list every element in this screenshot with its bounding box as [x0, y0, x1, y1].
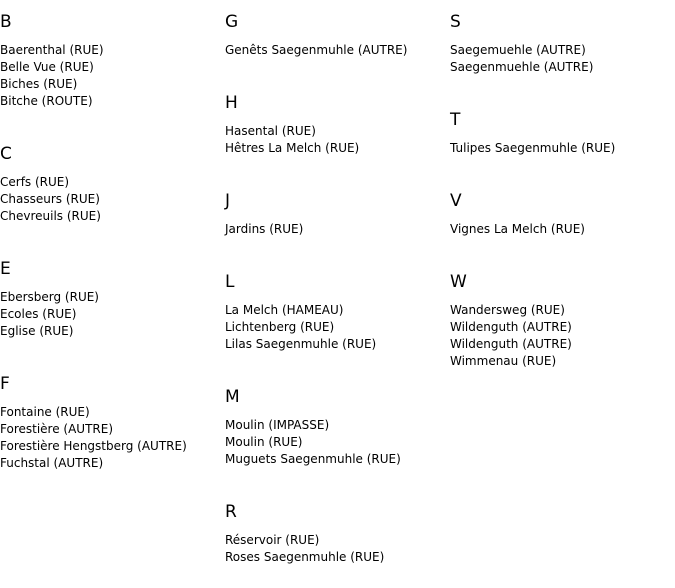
- letter-heading: H: [225, 93, 238, 113]
- letter-group: [225, 0, 449, 81]
- street-entry[interactable]: Hêtres La Melch (RUE): [225, 141, 360, 155]
- index-column-2: [225, 0, 449, 588]
- letter-group: [0, 247, 224, 362]
- letter-heading: B: [0, 12, 12, 32]
- letter-group: [0, 362, 224, 494]
- street-entry[interactable]: Wildenguth (AUTRE): [450, 337, 572, 351]
- street-entry[interactable]: Lilas Saegenmuhle (RUE): [225, 337, 377, 351]
- street-entry[interactable]: Chevreuils (RUE): [0, 209, 101, 223]
- street-entry[interactable]: Muguets Saegenmuhle (RUE): [225, 452, 401, 466]
- group-spacer: [0, 225, 224, 247]
- street-entry[interactable]: Tulipes Saegenmuhle (RUE): [450, 141, 616, 155]
- group-spacer: [450, 238, 674, 260]
- street-entry[interactable]: Vignes La Melch (RUE): [450, 222, 585, 236]
- group-spacer: [225, 238, 449, 260]
- letter-heading: S: [450, 12, 461, 32]
- street-entry[interactable]: Saegenmuehle (AUTRE): [450, 60, 594, 74]
- street-entry[interactable]: Belle Vue (RUE): [0, 60, 94, 74]
- street-list: [225, 302, 449, 353]
- letter-heading: M: [225, 387, 240, 407]
- street-list: [225, 221, 449, 238]
- street-list: [225, 417, 449, 468]
- street-entry[interactable]: Saegemuehle (AUTRE): [450, 43, 586, 57]
- letter-heading: G: [225, 12, 239, 32]
- letter-heading: F: [0, 374, 10, 394]
- letter-group: [225, 260, 449, 375]
- street-entry[interactable]: Moulin (IMPASSE): [225, 418, 330, 432]
- letter-heading: J: [225, 191, 231, 211]
- letter-group: [450, 98, 674, 179]
- letter-heading: T: [450, 110, 461, 130]
- index-column-1: [0, 0, 224, 494]
- letter-group: [225, 490, 449, 588]
- street-list: [450, 140, 674, 157]
- group-spacer: [225, 157, 449, 179]
- street-entry[interactable]: Jardins (RUE): [225, 222, 304, 236]
- street-entry[interactable]: Chasseurs (RUE): [0, 192, 100, 206]
- street-entry[interactable]: Cerfs (RUE): [0, 175, 70, 189]
- street-list: [0, 42, 224, 110]
- street-list: [0, 289, 224, 340]
- letter-group: [0, 132, 224, 247]
- street-entry[interactable]: Biches (RUE): [0, 77, 78, 91]
- street-list: [450, 221, 674, 238]
- group-spacer: [225, 566, 449, 588]
- street-list: [225, 123, 449, 157]
- street-entry[interactable]: Wimmenau (RUE): [450, 354, 557, 368]
- street-entry[interactable]: Genêts Saegenmuhle (AUTRE): [225, 43, 408, 57]
- letter-group: [450, 260, 674, 392]
- street-entry[interactable]: Moulin (RUE): [225, 435, 303, 449]
- street-list: [225, 42, 449, 59]
- street-entry[interactable]: Roses Saegenmuhle (RUE): [225, 550, 385, 564]
- street-entry[interactable]: Wildenguth (AUTRE): [450, 320, 572, 334]
- group-spacer: [450, 157, 674, 179]
- letter-group: [225, 81, 449, 179]
- street-entry[interactable]: Lichtenberg (RUE): [225, 320, 335, 334]
- street-entry[interactable]: Fuchstal (AUTRE): [0, 456, 104, 470]
- letter-group: [450, 179, 674, 260]
- street-list: [0, 404, 224, 472]
- letter-heading: L: [225, 272, 235, 292]
- street-list: [0, 174, 224, 225]
- index-column-3: [450, 0, 674, 392]
- group-spacer: [0, 340, 224, 362]
- street-entry[interactable]: Baerenthal (RUE): [0, 43, 104, 57]
- group-spacer: [225, 59, 449, 81]
- group-spacer: [225, 353, 449, 375]
- letter-heading: E: [0, 259, 11, 279]
- group-spacer: [450, 76, 674, 98]
- street-entry[interactable]: Wandersweg (RUE): [450, 303, 565, 317]
- street-entry[interactable]: Forestière (AUTRE): [0, 422, 114, 436]
- group-spacer: [0, 110, 224, 132]
- letter-heading: W: [450, 272, 467, 292]
- street-entry[interactable]: Forestière Hengstberg (AUTRE): [0, 439, 187, 453]
- street-entry[interactable]: Hasental (RUE): [225, 124, 316, 138]
- street-entry[interactable]: Bitche (ROUTE): [0, 94, 93, 108]
- group-spacer: [450, 370, 674, 392]
- street-entry[interactable]: Ecoles (RUE): [0, 307, 77, 321]
- letter-group: [0, 0, 224, 132]
- street-entry[interactable]: Eglise (RUE): [0, 324, 74, 338]
- letter-heading: C: [0, 144, 12, 164]
- street-entry[interactable]: Ebersberg (RUE): [0, 290, 99, 304]
- group-spacer: [0, 472, 224, 494]
- letter-group: [225, 179, 449, 260]
- street-list: [450, 42, 674, 76]
- street-entry[interactable]: Fontaine (RUE): [0, 405, 90, 419]
- group-spacer: [225, 468, 449, 490]
- street-entry[interactable]: La Melch (HAMEAU): [225, 303, 344, 317]
- street-entry[interactable]: Réservoir (RUE): [225, 533, 320, 547]
- letter-heading: V: [450, 191, 462, 211]
- letter-group: [225, 375, 449, 490]
- letter-heading: R: [225, 502, 237, 522]
- street-list: [225, 532, 449, 566]
- street-list: [450, 302, 674, 370]
- letter-group: [450, 0, 674, 98]
